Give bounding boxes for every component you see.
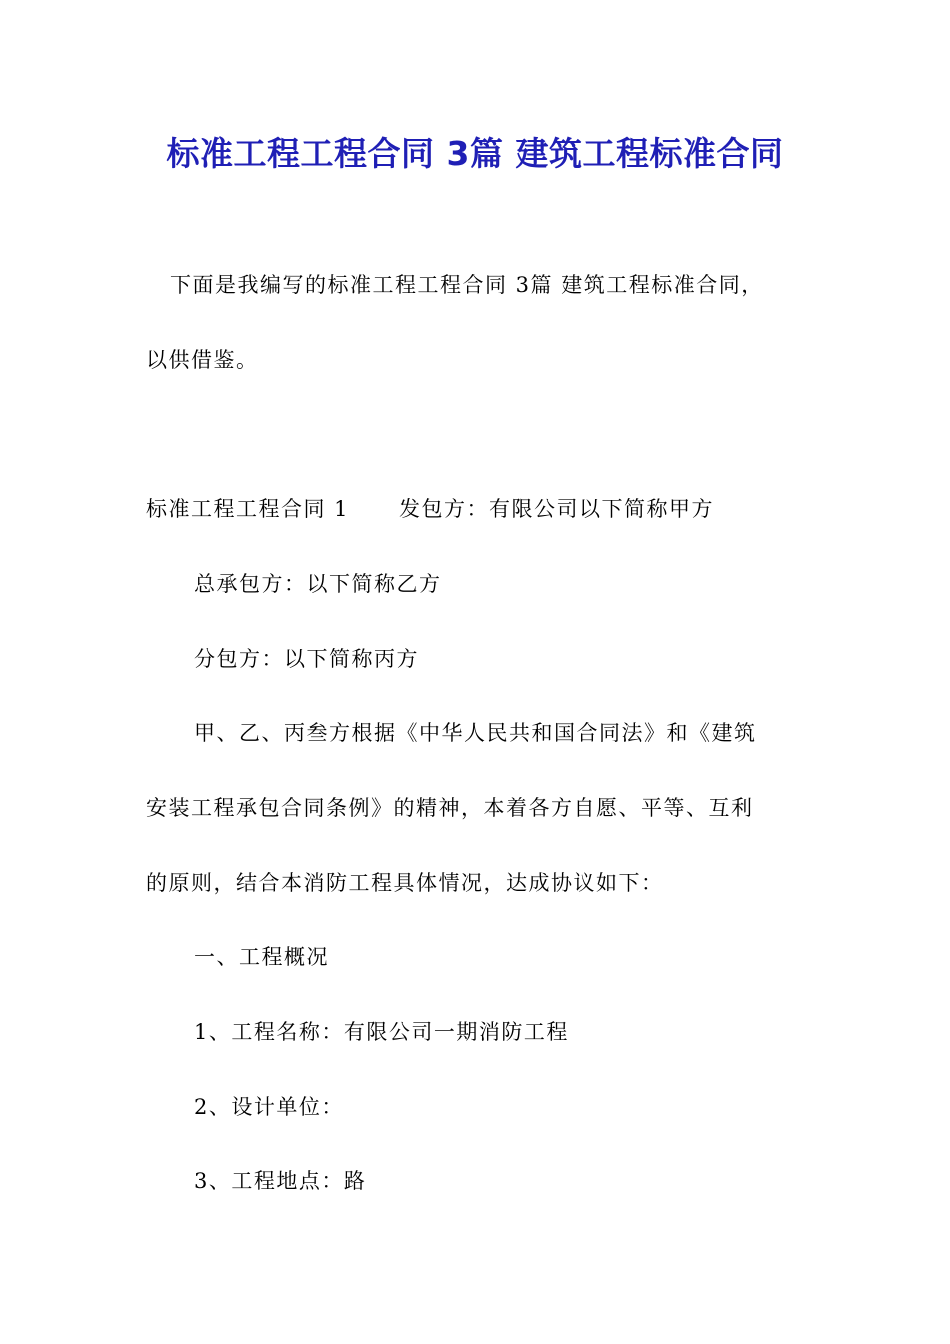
intro-line-2: 以供借鉴。 — [146, 348, 259, 372]
overview-heading: 一、工程概况 — [194, 945, 329, 969]
section-heading: 标准工程工程合同 1 — [146, 497, 350, 521]
agreement-para-line-1: 甲、乙、丙叁方根据《中华人民共和国合同法》和《建筑 — [194, 721, 757, 745]
list-item-design-unit: 2、设计单位： — [194, 1095, 344, 1119]
party-c: 分包方：以下简称丙方 — [194, 647, 419, 671]
section-heading-line — [146, 494, 714, 524]
document-title: 标准工程工程合同 3篇 建筑工程标准合同 — [166, 134, 784, 173]
party-b: 总承包方：以下简称乙方 — [194, 572, 442, 596]
agreement-para-line-2: 安装工程承包合同条例》的精神，本着各方自愿、平等、互利 — [146, 796, 754, 820]
agreement-para-line-3: 的原则，结合本消防工程具体情况，达成协议如下： — [146, 871, 664, 895]
intro-line-1: 下面是我编写的标准工程工程合同 3篇 建筑工程标准合同， — [170, 273, 764, 297]
list-item-project-location: 3、工程地点：路 — [194, 1169, 367, 1193]
list-item-project-name: 1、工程名称：有限公司一期消防工程 — [194, 1020, 569, 1044]
party-a: 发包方：有限公司以下简称甲方 — [399, 497, 715, 521]
